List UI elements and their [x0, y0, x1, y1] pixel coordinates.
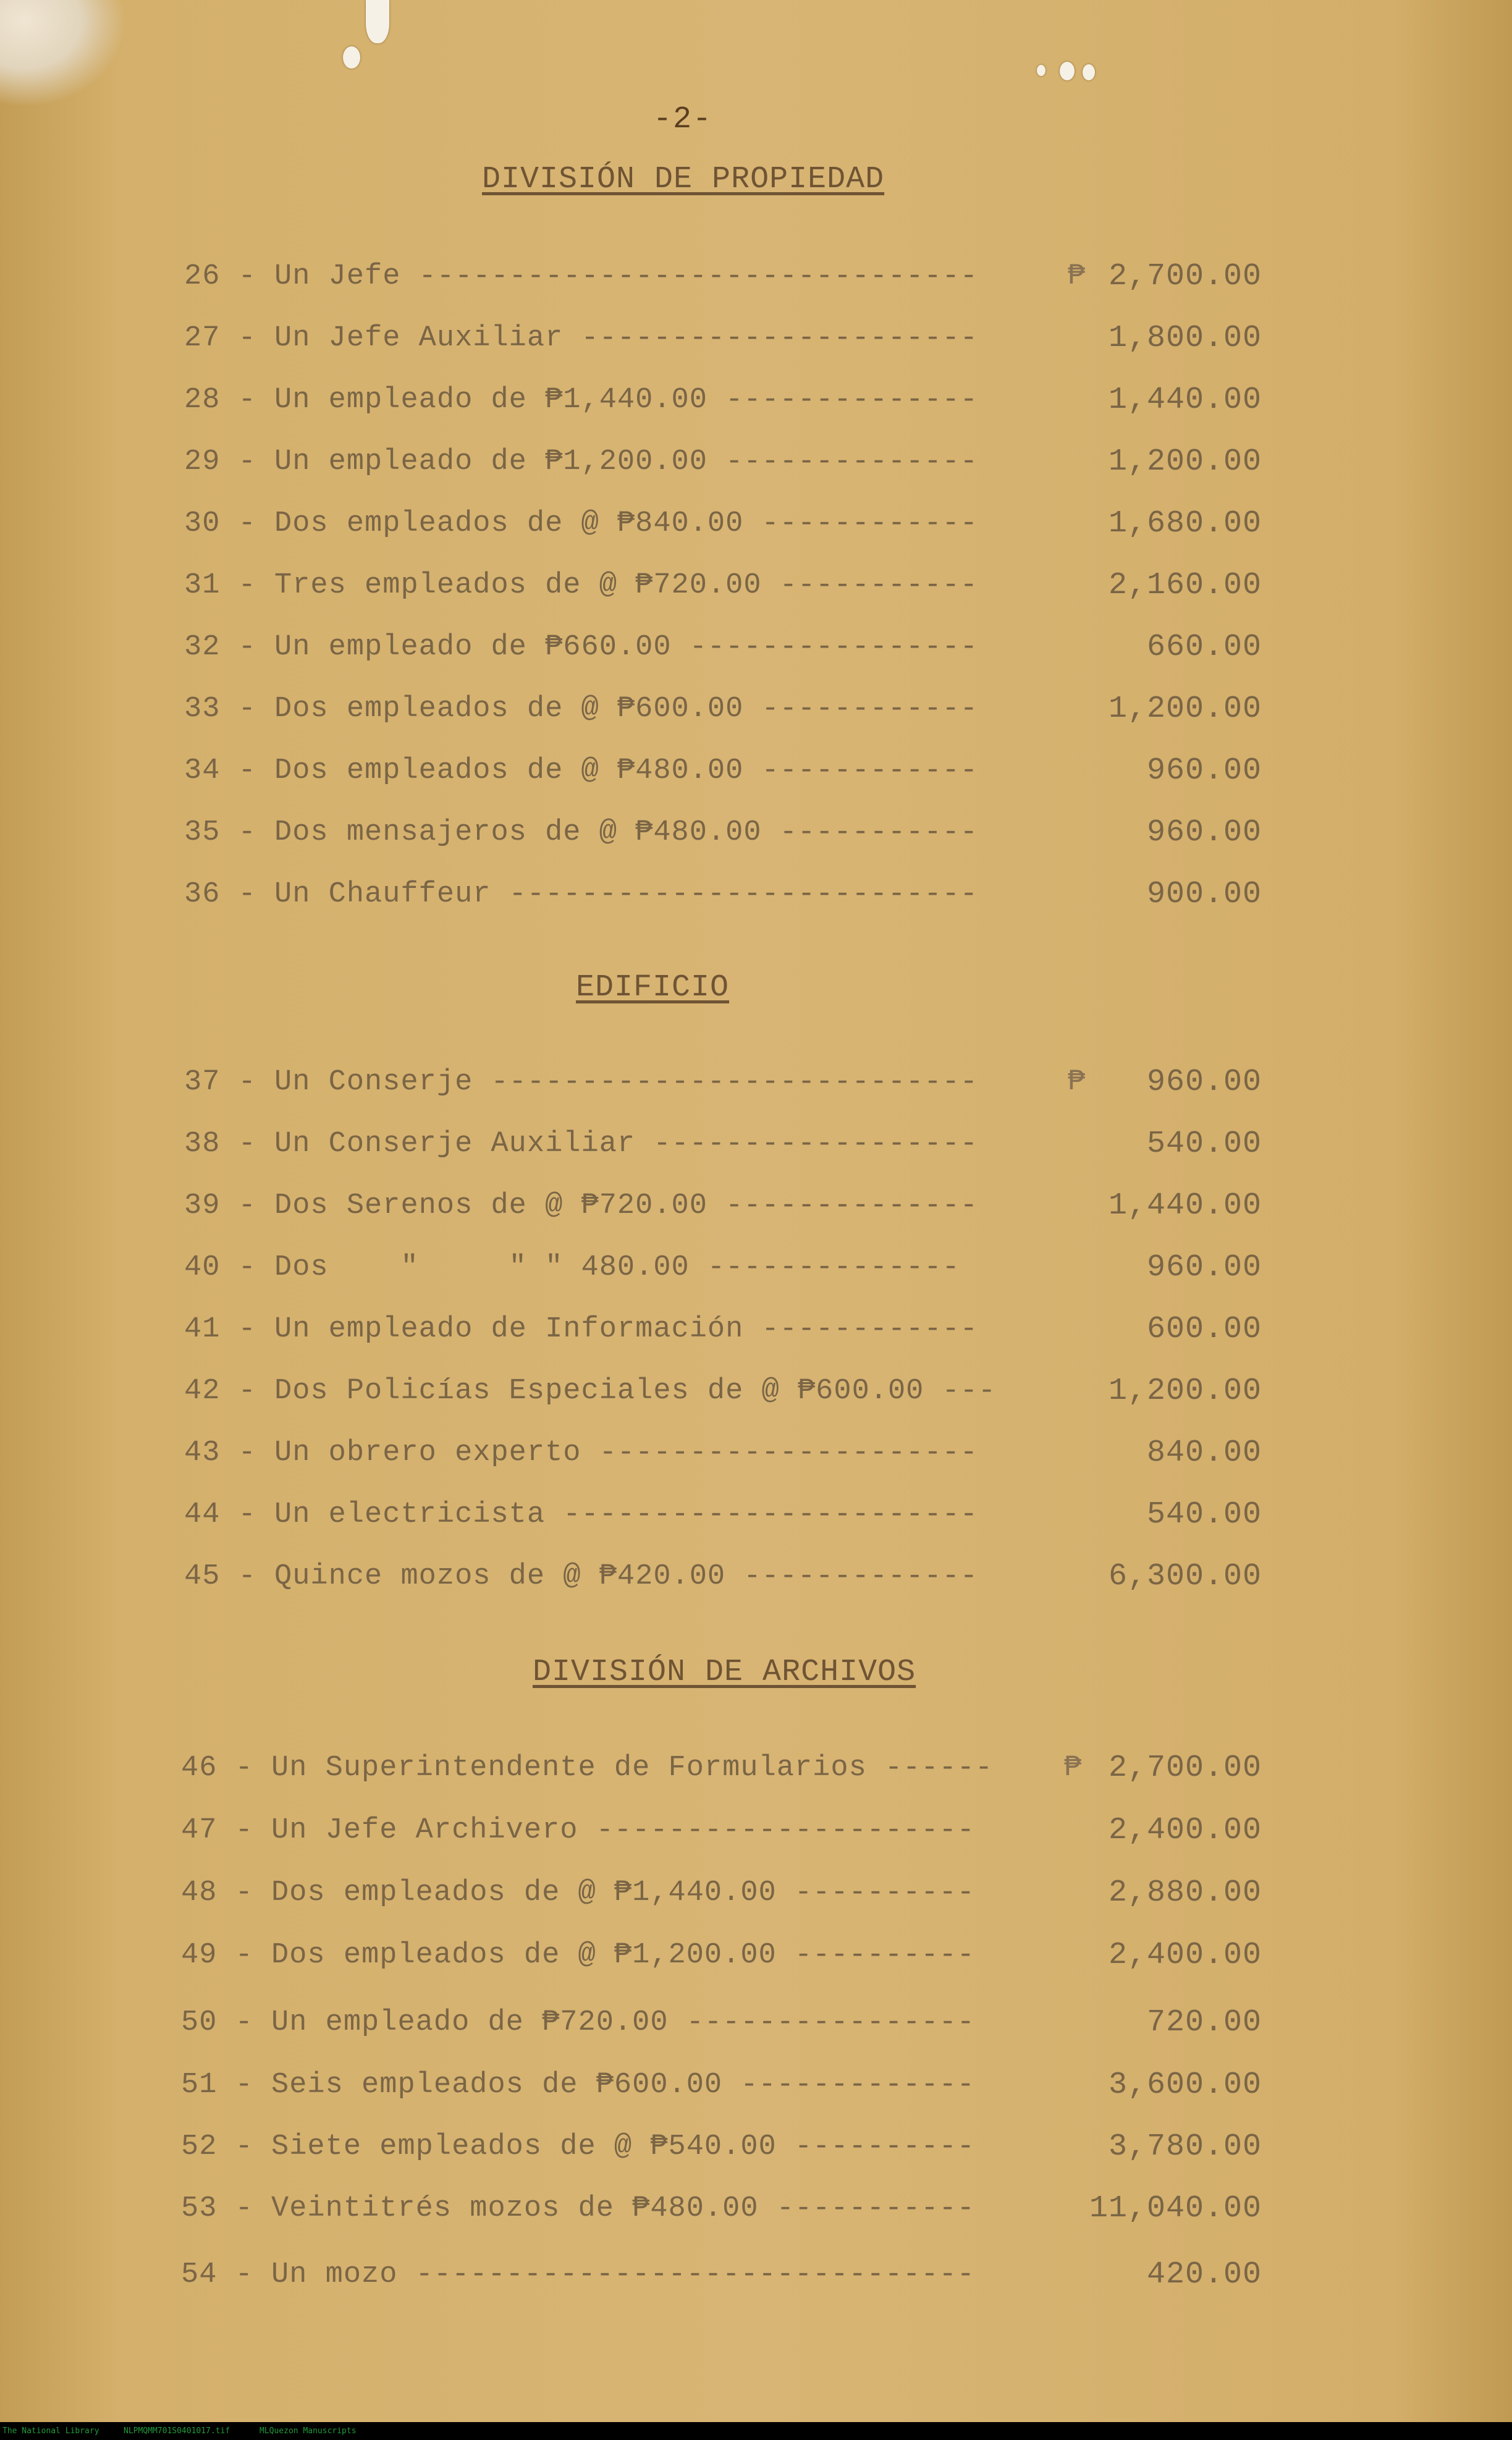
- list-item: [0, 1937, 1512, 1974]
- item-description: 36 - Un Chauffeur --------------------------: [184, 878, 979, 911]
- list-item: [0, 382, 1512, 419]
- list-item: [0, 1311, 1512, 1348]
- item-description: 41 - Un empleado de Información ------------: [184, 1313, 979, 1346]
- item-amount: 2,160.00: [1108, 568, 1262, 603]
- item-amount: 1,680.00: [1108, 506, 1262, 541]
- punch-hole: [1083, 64, 1095, 80]
- item-description: 46 - Un Superintendente de Formularios ------: [181, 1752, 994, 1784]
- item-description: 32 - Un empleado de ₱660.00 ----------------: [184, 631, 979, 664]
- item-amount: 840.00: [1146, 1435, 1262, 1471]
- item-amount: 960.00: [1146, 1065, 1262, 1100]
- page-number: -2-: [653, 102, 712, 137]
- list-item: [0, 567, 1512, 604]
- punch-hole: [1037, 65, 1045, 76]
- list-item: [0, 1558, 1512, 1595]
- list-item: [0, 2129, 1512, 2166]
- list-item: [0, 1126, 1512, 1163]
- punch-hole: [343, 46, 360, 69]
- footer-filename: NLPMQMM701S0401017.tif: [124, 2426, 230, 2436]
- item-amount: 720.00: [1146, 2005, 1262, 2040]
- item-amount: 2,880.00: [1108, 1875, 1262, 1910]
- item-amount: 2,400.00: [1108, 1938, 1262, 1973]
- list-item: [0, 1875, 1512, 1912]
- item-description: 54 - Un mozo -------------------------------: [181, 2258, 976, 2291]
- item-amount: 1,440.00: [1108, 1188, 1262, 1223]
- list-item: [0, 1064, 1512, 1101]
- footer-source: The National Library: [2, 2426, 99, 2436]
- item-description: 27 - Un Jefe Auxiliar ----------------------: [184, 322, 979, 355]
- item-description: 38 - Un Conserje Auxiliar ------------------: [184, 1128, 979, 1160]
- list-item: [0, 258, 1512, 295]
- item-amount: 1,440.00: [1108, 382, 1262, 418]
- item-amount: 960.00: [1146, 1250, 1262, 1285]
- archive-footer-bar: [0, 2422, 1512, 2440]
- item-description: 30 - Dos empleados de @ ₱840.00 ------------: [184, 507, 979, 540]
- list-item: [0, 876, 1512, 913]
- item-description: 48 - Dos empleados de @ ₱1,440.00 ----------: [181, 1876, 976, 1909]
- item-description: 37 - Un Conserje ---------------------------: [184, 1066, 979, 1099]
- list-item: [0, 1435, 1512, 1472]
- item-amount: 1,200.00: [1108, 1374, 1262, 1409]
- list-item: [0, 2190, 1512, 2227]
- item-amount: 1,800.00: [1108, 321, 1262, 356]
- punch-hole: [1060, 62, 1075, 80]
- list-item: [0, 1497, 1512, 1534]
- item-description: 53 - Veintitrés mozos de ₱480.00 -----------: [181, 2192, 976, 2225]
- item-description: 49 - Dos empleados de @ ₱1,200.00 ----------: [181, 1939, 976, 1972]
- item-amount: 600.00: [1146, 1312, 1262, 1347]
- list-item: [0, 2067, 1512, 2104]
- item-amount: 2,700.00: [1108, 1750, 1262, 1786]
- punch-hole: [366, 0, 389, 43]
- item-amount: 960.00: [1146, 753, 1262, 788]
- list-item: [0, 1750, 1512, 1787]
- item-description: 31 - Tres empleados de @ ₱720.00 -----------: [184, 569, 979, 602]
- item-amount: 660.00: [1146, 630, 1262, 665]
- list-item: [0, 2004, 1512, 2041]
- list-item: [0, 2256, 1512, 2294]
- item-description: 52 - Siete empleados de @ ₱540.00 ----------: [181, 2130, 976, 2163]
- list-item: [0, 814, 1512, 851]
- item-description: 51 - Seis empleados de ₱600.00 -------------: [181, 2069, 976, 2101]
- item-amount: 11,040.00: [1089, 2191, 1262, 2226]
- section-title-edificio: EDIFICIO: [576, 970, 730, 1005]
- item-amount: 900.00: [1146, 877, 1262, 912]
- item-description: 26 - Un Jefe -------------------------------: [184, 260, 979, 293]
- list-item: [0, 1812, 1512, 1849]
- list-item: [0, 1249, 1512, 1286]
- torn-corner: [0, 0, 124, 105]
- list-item: [0, 505, 1512, 542]
- item-description: 34 - Dos empleados de @ ₱480.00 ------------: [184, 754, 979, 787]
- item-amount: 3,600.00: [1108, 2067, 1262, 2103]
- item-description: 40 - Dos " " " 480.00 --------------: [184, 1251, 960, 1284]
- list-item: [0, 320, 1512, 357]
- list-item: [0, 1373, 1512, 1410]
- item-description: 35 - Dos mensajeros de @ ₱480.00 -----------: [184, 816, 979, 849]
- list-item: [0, 444, 1512, 481]
- item-amount: 420.00: [1146, 2257, 1262, 2292]
- item-amount: 2,700.00: [1108, 259, 1262, 294]
- list-item: [0, 753, 1512, 790]
- item-description: 42 - Dos Policías Especiales de @ ₱600.00 ---: [184, 1375, 997, 1408]
- item-description: 44 - Un electricista -----------------------: [184, 1498, 979, 1531]
- item-description: 50 - Un empleado de ₱720.00 ----------------: [181, 2006, 976, 2039]
- peso-symbol: ₱: [1068, 260, 1086, 293]
- section-title-propiedad: DIVISIÓN DE PROPIEDAD: [482, 162, 885, 197]
- list-item: [0, 629, 1512, 666]
- item-description: 47 - Un Jefe Archivero ---------------------: [181, 1814, 976, 1847]
- item-amount: 960.00: [1146, 815, 1262, 850]
- item-amount: 3,780.00: [1108, 2129, 1262, 2164]
- section-title-archivos: DIVISIÓN DE ARCHIVOS: [533, 1655, 916, 1690]
- item-amount: 540.00: [1146, 1497, 1262, 1532]
- list-item: [0, 1188, 1512, 1225]
- item-description: 43 - Un obrero experto ---------------------: [184, 1437, 979, 1469]
- item-amount: 1,200.00: [1108, 444, 1262, 479]
- peso-symbol: ₱: [1064, 1752, 1082, 1784]
- item-amount: 1,200.00: [1108, 691, 1262, 727]
- item-description: 29 - Un empleado de ₱1,200.00 --------------: [184, 445, 979, 478]
- item-amount: 6,300.00: [1108, 1559, 1262, 1594]
- item-amount: 2,400.00: [1108, 1813, 1262, 1848]
- footer-collection: MLQuezon Manuscripts: [260, 2426, 357, 2436]
- item-description: 39 - Dos Serenos de @ ₱720.00 --------------: [184, 1189, 979, 1222]
- item-description: 28 - Un empleado de ₱1,440.00 --------------: [184, 384, 979, 416]
- item-amount: 540.00: [1146, 1126, 1262, 1162]
- list-item: [0, 691, 1512, 728]
- item-description: 45 - Quince mozos de @ ₱420.00 -------------: [184, 1560, 979, 1593]
- peso-symbol: ₱: [1068, 1066, 1086, 1099]
- item-description: 33 - Dos empleados de @ ₱600.00 ------------: [184, 693, 979, 725]
